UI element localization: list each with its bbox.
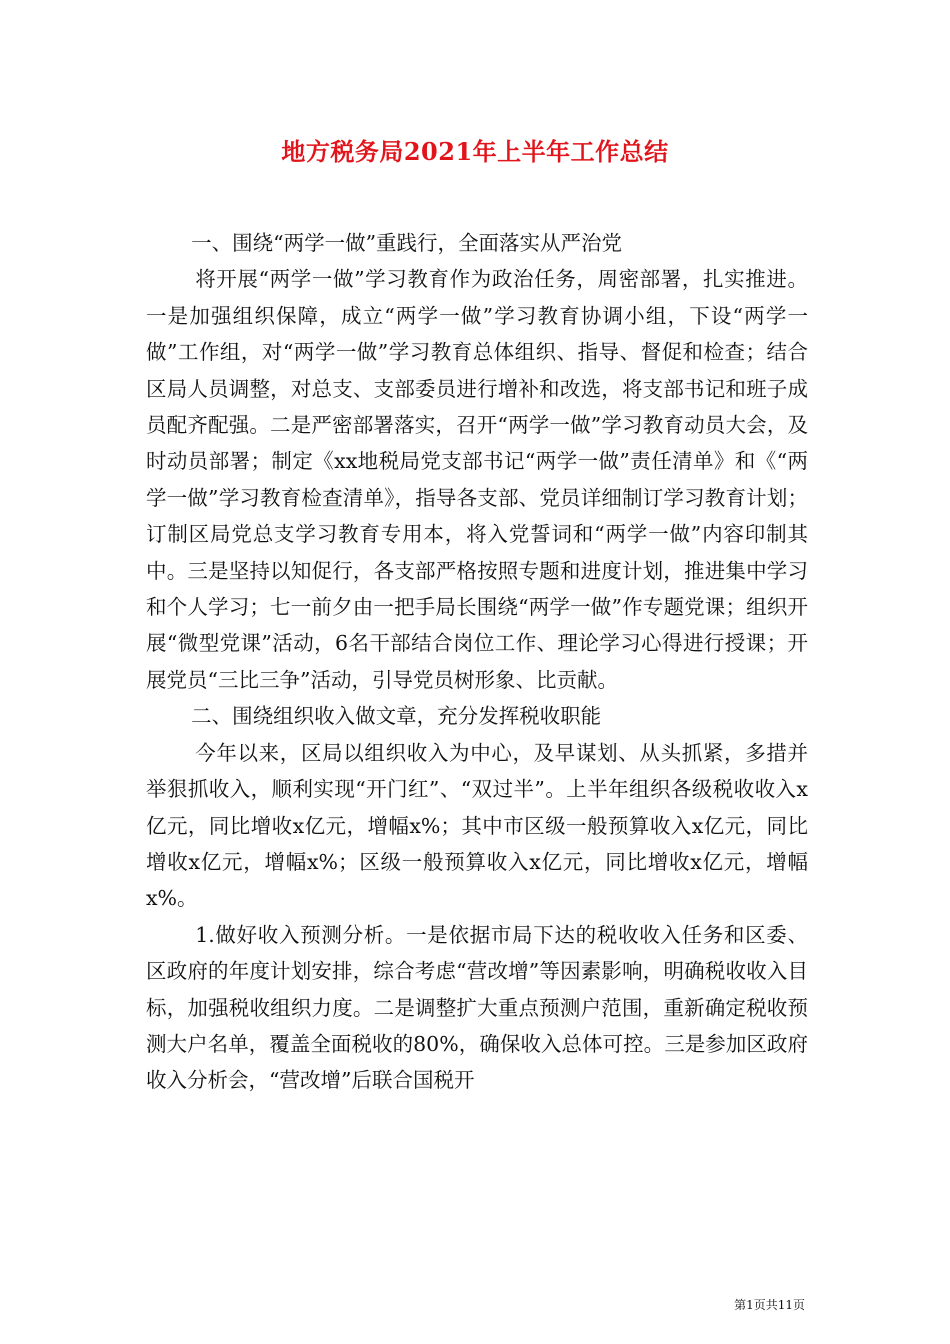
- section-heading-2: 二、围绕组织收入做文章，充分发挥税收职能: [191, 704, 602, 729]
- paragraph-1: 将开展“两学一做”学习教育作为政治任务，周密部署，扎实推进。一是加强组织保障，成立“两学一做”学习教育协调小组，下设“两学一做”工作组，对“两学一做”学习教育总体组织、指导、督促和检查；结合区局人员调整，对总支、支部委员进行增补和改选，将支部书记和班子成员配齐配强。二是严密部署落实，召开“两学一做”学习教育动员大会，及时动员部署；制定《xx地税局党支部书记“两学一做”责任清单》和《“两学一做”学习教育检查清单》，指导各支部、党员详细制订学习教育计划；订制区局党总支学习教育专用本，将入党誓词和“两学一做”内容印制其中。三是坚持以知促行，各支部严格按照专题和进度计划，推进集中学习和个人学习；七一前夕由一把手局长围绕“两学一做”作专题党课；组织开展“微型党课”活动，6名干部结合岗位工作、理论学习心得进行授课；开展党员“三比三争”活动，引导党员树形象、比贡献。: [146, 267, 808, 692]
- document-body: [146, 225, 808, 1099]
- page-number-footer: 第1页共11页: [734, 1298, 805, 1312]
- paragraph-3: 1.做好收入预测分析。一是依据市局下达的税收收入任务和区委、区政府的年度计划安排，综合考虑“营改增”等因素影响，明确税收收入目标，加强税收组织力度。二是调整扩大重点预测户范围，重新确定税收预测大户名单，覆盖全面税收的80%，确保收入总体可控。三是参加区政府收入分析会，“营改增”后联合国税开: [146, 922, 808, 1093]
- section-heading-1: 一、围绕“两学一做”重践行，全面落实从严治党: [191, 231, 623, 255]
- paragraph-2: 今年以来，区局以组织收入为中心，及早谋划、从头抓紧，多措并举狠抓收入，顺利实现“开门红”、“双过半”。上半年组织各级税收收入x亿元，同比增收x亿元，增幅x%；其中市区级一般预算收入x亿元，同比增收x亿元，增幅x%；区级一般预算收入x亿元，同比增收x亿元，增幅x%。: [146, 740, 808, 911]
- document-title: 地方税务局2021年上半年工作总结: [281, 137, 669, 166]
